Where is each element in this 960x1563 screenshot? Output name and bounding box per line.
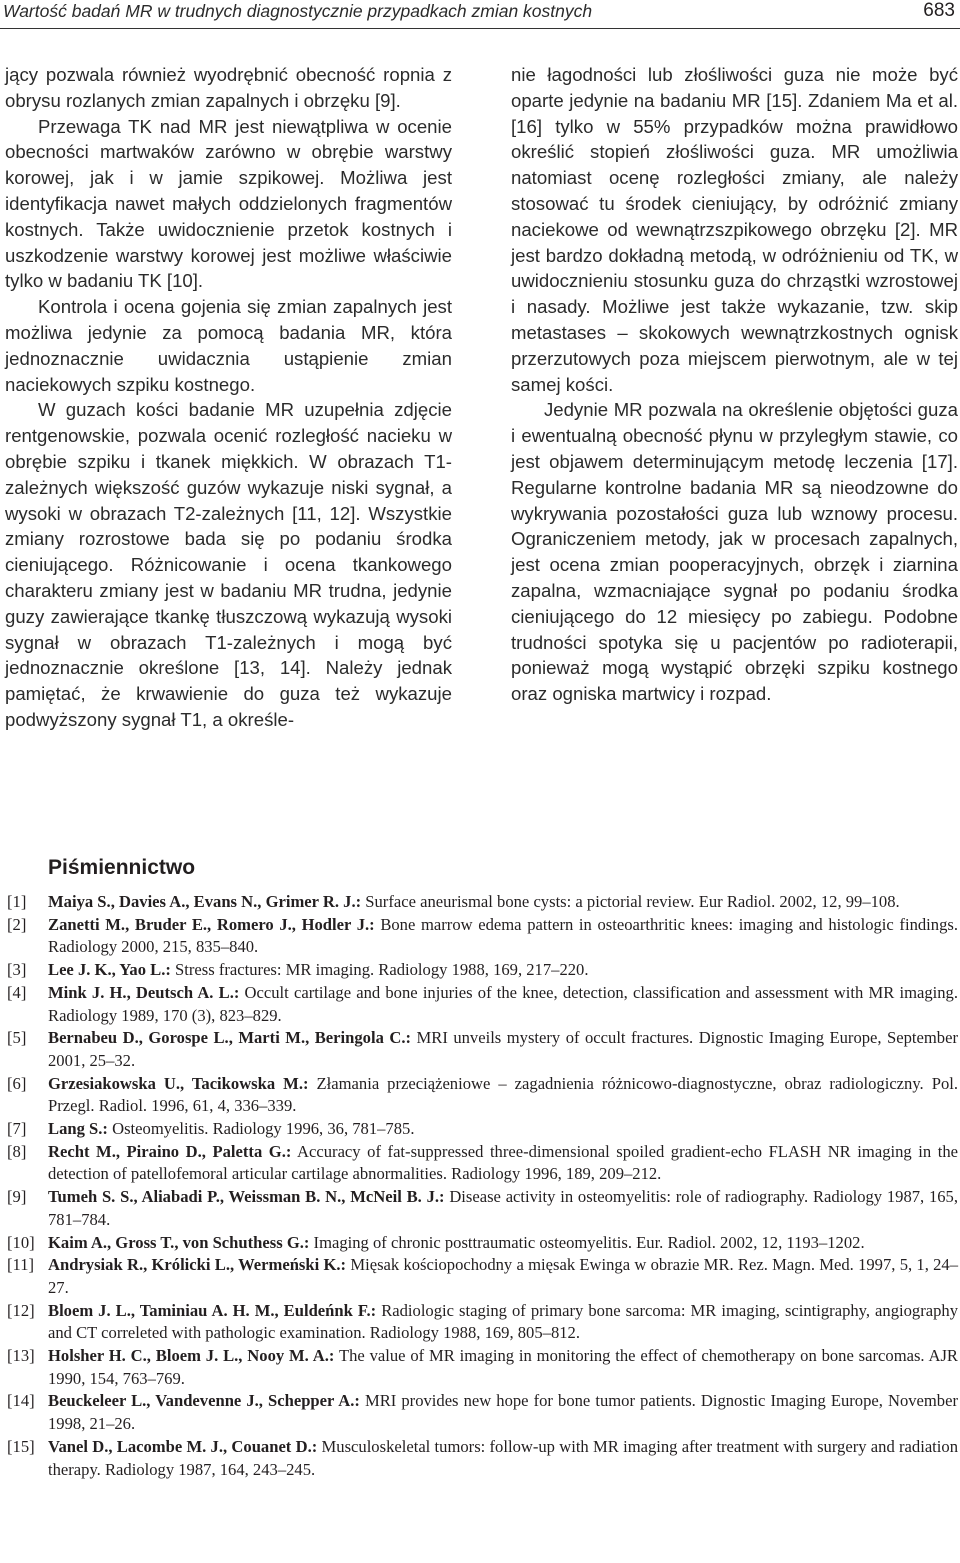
reference-number: [13] [7,1346,35,1366]
reference-number: [5] [7,1028,27,1048]
reference-text: Bone marrow edema pattern in osteoarthritic knees: imaging and histologic findings. Radiology 2000, 215, 835–840. [48,914,958,957]
reference-item [0,1073,958,1118]
paragraph: Przewaga TK nad MR jest niewątpliwa w ocenie obecności martwaków zarówno w obrębie warstwy korowej, jak i w jamie szpikowej. Możliwa jest identyfikacja nawet małych oddzielonych fragmentów kostnych. Także uwidocznienie przetok kostnych i uszkodzenie warstwy korowej jest możliwe właściwie tylko w badaniu TK [10]. [5,115,452,292]
references-list [0,891,958,1481]
references-heading: Piśmiennictwo [48,856,196,879]
reference-item [0,1345,958,1390]
reference-number: [14] [7,1391,35,1411]
reference-item [0,1390,958,1435]
page-header [0,0,960,29]
reference-authors: Bernabeu D., Gorospe L., Marti M., Beringola C.: [48,1028,412,1048]
paragraph: jący pozwala również wyodrębnić obecność ropnia z obrysu rozlanych zmian zapalnych i obrzęku [9]. [5,64,452,111]
reference-number: [11] [7,1255,35,1275]
reference-authors: Holsher H. C., Bloem J. L., Nooy M. A.: [48,1346,335,1366]
reference-text: Osteomyelitis. Radiology 1996, 36, 781–785. [107,1119,415,1139]
reference-text: Imaging of chronic posttraumatic osteomyelitis. Eur. Radiol. 2002, 12, 1193–1202. [309,1232,865,1252]
reference-item [0,1186,958,1231]
page-number: 683 [923,0,955,21]
reference-item [0,891,958,914]
reference-text: Złamania przeciążeniowe – zagadnienia różnicowo-diagnostyczne, obraz radiologiczny. Pol. Przegl. Radiol. 1996, 61, 4, 336–339. [48,1073,958,1116]
reference-authors: Tumeh S. S., Aliabadi P., Weissman B. N., McNeil B. J.: [48,1187,445,1207]
reference-text: Disease activity in osteomyelitis: role of radiography. Radiology 1987, 165, 781–784. [48,1187,958,1229]
reference-number: [3] [7,960,27,980]
paragraph: nie łagodności lub złośliwości guza nie może być oparte jedynie na badaniu MR [15]. Zdaniem Ma et al. [16] tylko w 55% przypadków można prawidłowo określić stopień złośliwości guza. MR umożliwia natomiast ocenę rozległości zmiany, ale należy stosować tu środek cieniujący, by odróżnić zmiany naciekowe od wewnątrzszpikowego obrzęku [2]. MR jest bardzo dokładną metodą, w odróżnieniu od TK, w uwidocznieniu stosunku guza do chrząstki wzrostowej i nasady. Możliwe jest także wykazanie, tzw. skip metastases – skokowych wewnątrzkostnych ognisk przerzutowych poza miejscem pierwotnym, ale w tej samej kości. [511,64,958,395]
running-title: Wartość badań MR w trudnych diagnostycznie przypadkach zmian kostnych [3,1,593,21]
right-column [511,62,958,707]
reference-text: Accuracy of fat-suppressed three-dimensional spoiled gradient-echo FLASH NR imaging in the detection of patellofemoral articular cartilage abnormalities. Radiology 1996, 189, 209–212. [48,1141,958,1184]
reference-text: Radiologic staging of primary bone sarcoma: MR imaging, scintigraphy, angiography and CT correleted with pathologic examination. Radiology 1988, 169, 805–812. [48,1300,959,1343]
reference-authors: Mink J. H., Deutsch A. L.: [48,982,240,1002]
reference-item [0,1027,958,1072]
reference-item [0,959,958,982]
reference-text: Musculoskeletal tumors: follow-up with MR imaging after treatment with surgery and radiation therapy. Radiology 1987, 164, 243–245. [48,1436,958,1479]
paragraph: Kontrola i ocena gojenia się zmian zapalnych jest możliwa jedynie za pomocą badania MR, która jednoznacznie uwidacznia ustąpienie zmian naciekowych szpiku kostnego. [5,296,452,395]
reference-number: [1] [7,892,27,911]
paragraph: W guzach kości badanie MR uzupełnia zdjęcie rentgenowskie, pozwala ocenić rozległość nacieku w obrębie szpiku i tkanek miękkich. W obrazach T1-zależnych większość guzów wykazuje niski sygnał, a wysoki w obrazach T2-zależnych [11, 12]. Wszystkie zmiany rozrostowe bada się po podaniu środka cieniującego. Różnicowanie i ocena tkankowego charakteru zmiany jest w badaniu MR trudna, jedynie guzy zawierające tkankę tłuszczową wykazują wysoki sygnał w obrazach T1-zależnych i mogą być jednoznacznie określone [13, 14]. Należy jednak pamiętać, że krwawienie do guza też wykazuje podwyższony sygnał T1, a określe- [5,399,452,730]
reference-number: [9] [7,1187,27,1207]
reference-item [0,1141,958,1186]
reference-text: Occult cartilage and bone injuries of the knee, detection, classification and assessment with MR imaging. Radiology 1989, 170 (3), 823–829. [48,982,958,1025]
reference-item [0,982,958,1027]
reference-authors: Lee J. K., Yao L.: [48,960,171,980]
reference-authors: Grzesiakowska U., Tacikowska M.: [48,1073,309,1093]
reference-number: [8] [7,1141,27,1161]
reference-number: [2] [7,914,27,934]
reference-item [0,914,958,959]
reference-authors: Kaim A., Gross T., von Schuthess G.: [48,1232,310,1252]
reference-text: Stress fractures: MR imaging. Radiology 1988, 169, 217–220. [170,960,589,980]
reference-item [0,1118,958,1141]
reference-text: Mięsak kościopochodny a mięsak Ewinga w obrazie MR. Rez. Magn. Med. 1997, 5, 1, 24–27. [48,1255,959,1297]
reference-number: [4] [7,982,27,1002]
reference-authors: Bloem J. L., Taminiau A. H. M., Euldeńnk F.: [48,1300,377,1320]
reference-text: The value of MR imaging in monitoring the effect of chemotherapy on bone sarcomas. AJR 1990, 154, 763–769. [48,1346,959,1388]
reference-authors: Lang S.: [48,1119,108,1139]
reference-authors: Zanetti M., Bruder E., Romero J., Hodler J.: [48,914,375,934]
paragraph: Jedynie MR pozwala na określenie objętości guza i ewentualną obecność płynu w przyległym stawie, co jest objawem determinującym metodę leczenia [17]. Regularne kontrolne badania MR są nieodzowne do wykrywania pozostałości guza lub wznowy procesu. Ograniczeniem metody, jak w procesach zapalnych, jest ocena zmian pooperacyjnych, obrzęk i ziarnina zapalna, wzmacniające sygnał po podaniu środka cieniującego do 12 miesięcy po zabiegu. Podobne trudności spotyka się u pacjentów po radioterapii, ponieważ mogą wystąpić obrzęki szpiku kostnego oraz ogniska martwicy i rozpad. [511,399,958,705]
reference-number: [12] [7,1300,35,1320]
reference-number: [6] [7,1073,27,1093]
reference-item [0,1300,958,1345]
reference-text: MRI unveils mystery of occult fractures. Dignostic Imaging Europe, September 2001, 25–32. [48,1028,958,1070]
reference-item [0,1436,958,1481]
reference-authors: Maiya S., Davies A., Evans N., Grimer R. J.: [48,892,362,911]
reference-authors: Andrysiak R., Królicki L., Wermeński K.: [48,1255,347,1275]
reference-authors: Vanel D., Lacombe M. J., Couanet D.: [48,1436,318,1456]
reference-number: [7] [7,1119,27,1139]
reference-number: [10] [7,1232,35,1252]
reference-item [0,1232,958,1255]
reference-text: MRI provides new hope for bone tumor patients. Dignostic Imaging Europe, November 1998, 21–26. [48,1391,958,1434]
reference-item [0,1254,958,1299]
reference-authors: Recht M., Piraino D., Paletta G.: [48,1141,292,1161]
reference-number: [15] [7,1436,35,1456]
reference-text: Surface aneurismal bone cysts: a pictorial review. Eur Radiol. 2002, 12, 99–108. [361,892,900,911]
reference-authors: Beuckeleer L., Vandevenne J., Schepper A.: [48,1391,360,1411]
left-column [5,62,452,733]
